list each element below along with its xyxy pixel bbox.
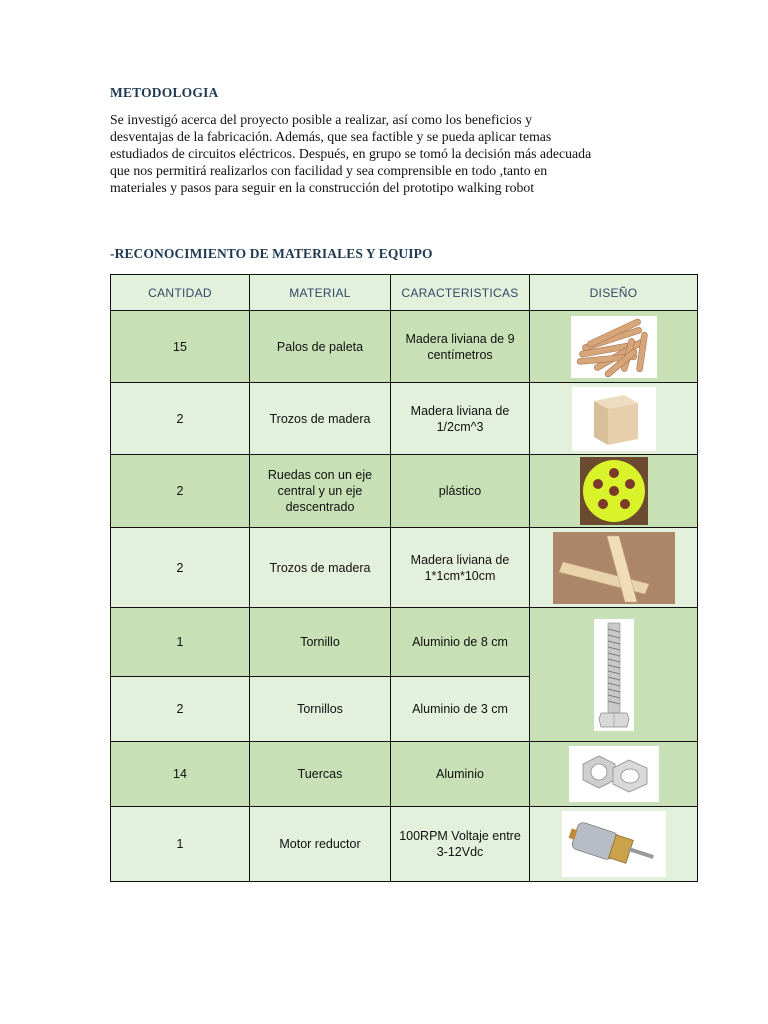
cell-diseno xyxy=(530,311,698,383)
table-row xyxy=(111,807,698,882)
paragraph-line: desventajas de la fabricación. Además, que sea factible y se pueda aplicar temas xyxy=(110,129,552,144)
table-row xyxy=(111,383,698,455)
table-section-heading: -RECONOCIMIENTO DE MATERIALES Y EQUIPO xyxy=(110,246,433,261)
cell-caracteristicas: Madera liviana de 1*1cm*10cm xyxy=(391,528,530,608)
cell-caracteristicas: plástico xyxy=(391,455,530,528)
paragraph-line: estudiados de circuitos eléctricos. Después, en grupo se tomó la decisión más adecuada xyxy=(110,146,592,161)
popsicle-sticks-image xyxy=(571,316,657,378)
cell-material: Motor reductor xyxy=(250,807,391,882)
cell-diseno xyxy=(530,455,698,528)
cell-caracteristicas: Aluminio de 8 cm xyxy=(391,608,530,677)
table-row xyxy=(111,311,698,383)
cell-material: Trozos de madera xyxy=(250,383,391,455)
cell-cantidad: 1 xyxy=(111,608,250,677)
materials-table xyxy=(110,274,698,882)
cell-diseno xyxy=(530,742,698,807)
cell-diseno xyxy=(530,383,698,455)
cell-cantidad: 2 xyxy=(111,455,250,528)
cell-diseno xyxy=(530,528,698,608)
yellow-wheel-image xyxy=(580,457,648,525)
header-caracteristicas: CARACTERISTICAS xyxy=(391,275,530,311)
header-cantidad: CANTIDAD xyxy=(111,275,250,311)
hex-nuts-image xyxy=(569,746,659,802)
paragraph-line: Se investigó acerca del proyecto posible a realizar, así como los beneficios y xyxy=(110,112,533,127)
table-row xyxy=(111,608,698,677)
cell-material: Trozos de madera xyxy=(250,528,391,608)
table-row xyxy=(111,742,698,807)
cell-caracteristicas: Madera liviana de 9 centímetros xyxy=(391,311,530,383)
cell-caracteristicas: 100RPM Voltaje entre 3-12Vdc xyxy=(391,807,530,882)
paragraph-line: que nos permitirá realizarlos con facilidad y sea comprensible en todo ,tanto en xyxy=(110,163,548,178)
cell-material: Palos de paleta xyxy=(250,311,391,383)
cell-cantidad: 2 xyxy=(111,528,250,608)
cell-material: Ruedas con un eje central y un eje descentrado xyxy=(250,455,391,528)
cell-diseno xyxy=(530,807,698,882)
cell-caracteristicas: Aluminio de 3 cm xyxy=(391,677,530,742)
cell-cantidad: 1 xyxy=(111,807,250,882)
cell-cantidad: 15 xyxy=(111,311,250,383)
cell-diseno xyxy=(530,608,698,742)
header-material: MATERIAL xyxy=(250,275,391,311)
cell-cantidad: 2 xyxy=(111,677,250,742)
section-heading: METODOLOGIA xyxy=(110,85,219,100)
cell-caracteristicas: Madera liviana de 1/2cm^3 xyxy=(391,383,530,455)
cell-material: Tuercas xyxy=(250,742,391,807)
table-header-row xyxy=(111,275,698,311)
cell-caracteristicas: Aluminio xyxy=(391,742,530,807)
cell-cantidad: 14 xyxy=(111,742,250,807)
table-row xyxy=(111,528,698,608)
wood-cube-image xyxy=(572,387,656,451)
cell-material: Tornillos xyxy=(250,677,391,742)
methodology-paragraph xyxy=(110,111,670,196)
gear-motor-image xyxy=(562,811,666,877)
cell-material: Tornillo xyxy=(250,608,391,677)
table-row xyxy=(111,455,698,528)
bolt-image xyxy=(594,619,634,731)
header-diseno: DISEÑO xyxy=(530,275,698,311)
paragraph-line: materiales y pasos para seguir en la construcción del prototipo walking robot xyxy=(110,180,535,195)
wood-strips-image xyxy=(553,532,675,604)
cell-cantidad: 2 xyxy=(111,383,250,455)
